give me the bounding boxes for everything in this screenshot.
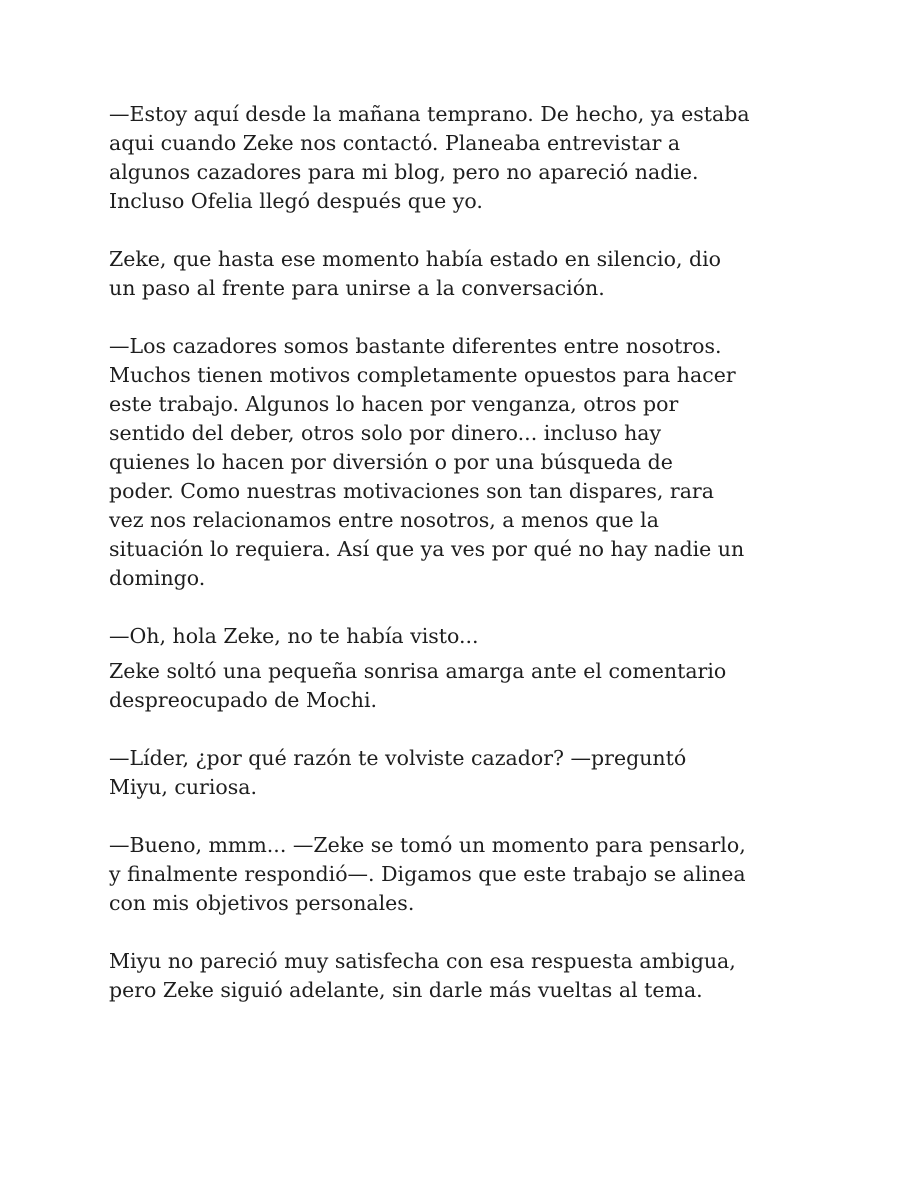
paragraph-6 [109, 744, 799, 802]
text-line: pero Zeke siguió adelante, sin darle más vueltas al tema. [109, 978, 703, 1002]
text-line: despreocupado de Mochi. [109, 688, 378, 712]
text-line: algunos cazadores para mi blog, pero no apareció nadie. [109, 160, 699, 184]
paragraph-4 [109, 622, 799, 651]
text-line: situación lo requiera. Así que ya ves por qué no hay nadie un [109, 537, 745, 561]
paragraph-5 [109, 657, 799, 715]
text-line: —Bueno, mmm... —Zeke se tomó un momento para pensarlo, [109, 833, 746, 857]
text-line: quienes lo hacen por diversión o por una búsqueda de [109, 450, 673, 474]
paragraph-7 [109, 831, 799, 918]
paragraph-1 [109, 100, 799, 216]
document-page [109, 100, 799, 1005]
text-line: —Líder, ¿por qué razón te volviste cazador? —preguntó [109, 746, 687, 770]
text-line: Incluso Ofelia llegó después que yo. [109, 189, 483, 213]
paragraph-2 [109, 245, 799, 303]
text-line: y finalmente respondió—. Digamos que este trabajo se alinea [109, 862, 746, 886]
paragraph-3 [109, 332, 799, 593]
text-line: Muchos tienen motivos completamente opuestos para hacer [109, 363, 736, 387]
text-line: aqui cuando Zeke nos contactó. Planeaba entrevistar a [109, 131, 681, 155]
text-line: con mis objetivos personales. [109, 891, 415, 915]
text-line: Miyu no pareció muy satisfecha con esa respuesta ambigua, [109, 949, 736, 973]
text-line: un paso al frente para unirse a la conversación. [109, 276, 605, 300]
text-line: vez nos relacionamos entre nosotros, a menos que la [109, 508, 659, 532]
text-line: sentido del deber, otros solo por dinero... incluso hay [109, 421, 662, 445]
text-line: poder. Como nuestras motivaciones son tan dispares, rara [109, 479, 714, 503]
text-line: este trabajo. Algunos lo hacen por venganza, otros por [109, 392, 679, 416]
text-line: —Los cazadores somos bastante diferentes entre nosotros. [109, 334, 722, 358]
text-line: domingo. [109, 566, 206, 590]
paragraph-8 [109, 947, 799, 1005]
text-line: —Oh, hola Zeke, no te había visto... [109, 624, 479, 648]
text-line: Zeke, que hasta ese momento había estado en silencio, dio [109, 247, 721, 271]
text-line: Miyu, curiosa. [109, 775, 258, 799]
text-line: Zeke soltó una pequeña sonrisa amarga ante el comentario [109, 659, 727, 683]
text-line: —Estoy aquí desde la mañana temprano. De hecho, ya estaba [109, 102, 750, 126]
